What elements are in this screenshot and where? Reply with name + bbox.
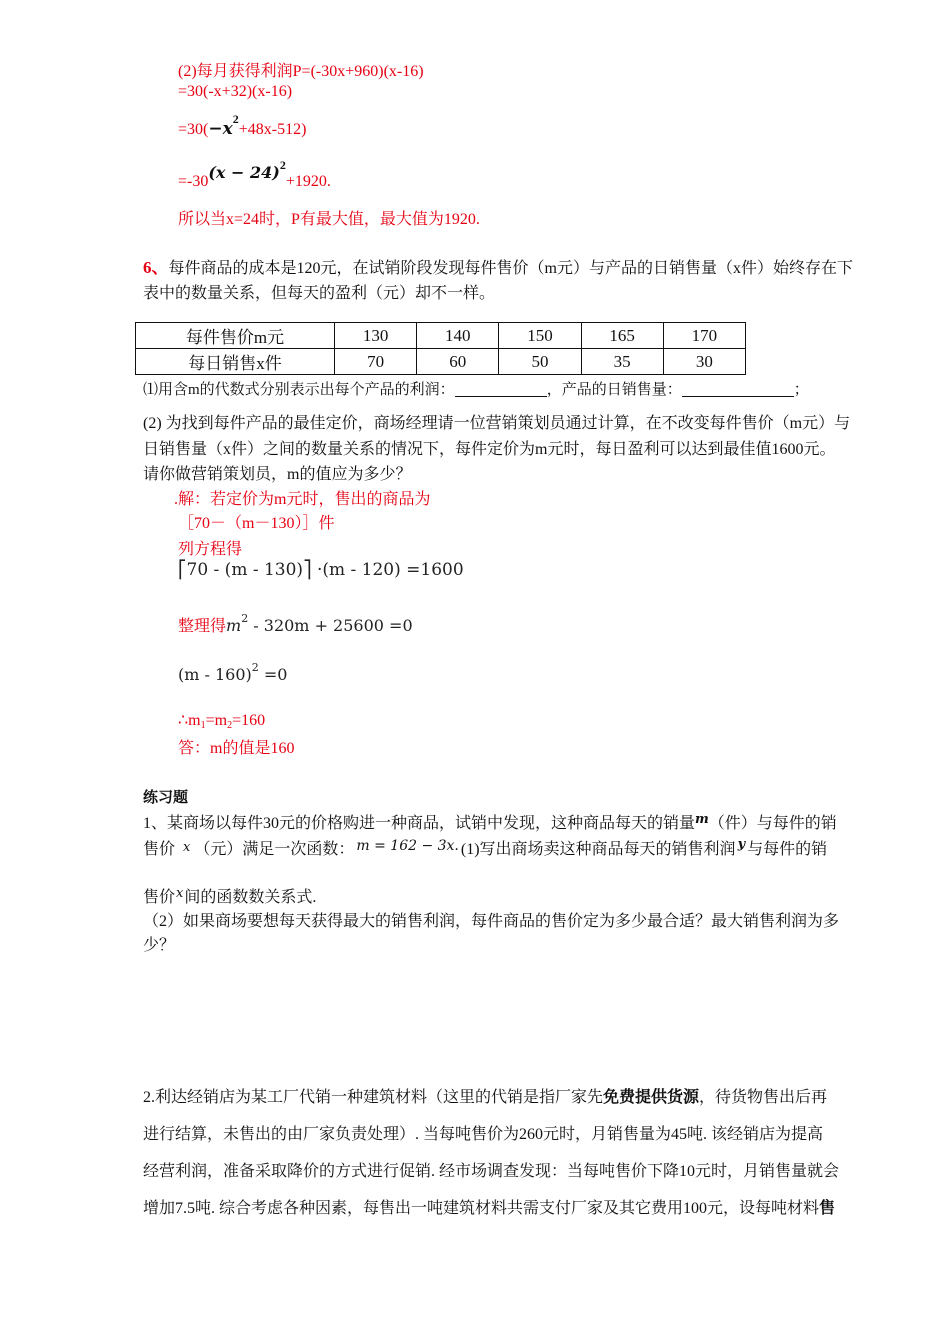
equation-2 [178,612,413,636]
exercise2-line4 [143,1195,835,1218]
var-x2: x [176,886,184,901]
ex2-line1-a: 2.利达经销店为某工厂代销一种建筑材料（这里的代销是指厂家先 [143,1089,604,1106]
table-cell: 130 [335,323,417,349]
table-row [136,323,746,349]
line3-exp: 2 [232,112,239,126]
exercise1-line1 [143,810,837,833]
table-cell: 50 [499,349,581,375]
ex1-line1-b: （件）与每件的销 [708,815,837,832]
exercises-title: 练习题 [143,790,189,806]
ex1-line3-a: 售价 [143,889,176,906]
line3-term: −x [208,119,233,139]
table-row [136,349,746,375]
ex1-line2-a: 售价 [143,841,176,858]
solution6-line1: .解：若定价为m元时，售出的商品为 [174,491,431,508]
ex1-line3-b: 间的函数数关系式. [184,889,317,906]
eq2-rest: - 320m + 25600 =0 [248,616,413,635]
table-cell: 165 [581,323,663,349]
table-header-cell: 每件售价m元 [136,323,335,349]
q1-colon2: ： [666,382,682,398]
ex1-line2-d: 与每件的销 [747,841,828,858]
exercise2-line3: 经营利润，准备采取降价的方式进行促销. 经市场调查发现：当每吨售价下降10元时，月销售量就会 [143,1163,840,1180]
table-cell: 30 [663,349,745,375]
exercise2-line2: 进行结算，未售出的由厂家负责处理）. 当每吨售价为260元时，月销售量为45吨. 该经销店为提高 [143,1126,824,1143]
problem6-line1 [143,253,853,278]
ex2-line4-a: 增加7.5吨. 综合考虑各种因素，每售出一吨建筑材料共需支付厂家及其它费用100元，设每吨材料 [143,1200,820,1217]
exercise1-line3 [143,884,316,907]
problem6-number: 6、 [143,258,169,277]
solution6-line2: ［70－（m－130）］件 [178,515,335,532]
line4-exp: 2 [279,158,286,172]
roots-prefix: ∴m [178,712,201,729]
var-m: m [695,812,709,827]
roots-suffix: =160 [232,712,266,729]
profit-blank [455,380,547,397]
solution5-line3 [178,112,306,139]
q1-colon1: ： [439,382,455,398]
exercise1-line2 [143,836,827,859]
solution6-roots [178,710,265,731]
solution5-line1: (2)每月获得利润P=(-30x+960)(x-16) [178,63,424,80]
price-sales-table [135,322,746,375]
ex2-line4-bold: 售 [819,1200,836,1217]
solution6-answer: 答：m的值是160 [178,740,295,757]
table-header-cell: 每日销售x件 [136,349,335,375]
table-cell: 35 [581,349,663,375]
line3-suffix: +48x-512) [238,121,307,138]
table-cell: 70 [335,349,417,375]
var-x: x [183,840,191,855]
exercise1-q2-line2: 少？ [143,937,176,954]
ex2-line1-b: ，待货物售出后再 [699,1089,828,1106]
solution6-line3: 列方程得 [178,541,243,558]
line4-prefix: =-30 [178,173,209,190]
line4-suffix: +1920. [285,173,331,190]
problem6-q2-line3: 请你做营销策划员，m的值应为多少？ [143,466,412,483]
table-cell: 150 [499,323,581,349]
eq2-exp: 2 [241,612,249,625]
q1-prefix: ⑴用含m的代数式分别表示出每个产品的利润 [143,382,440,398]
eq3-exp: 2 [251,661,259,674]
solution5-line2: =30(-x+32)(x-16) [178,83,293,100]
eq3-rest: =0 [258,665,288,684]
table-cell: 140 [417,323,499,349]
table-cell: 170 [663,323,745,349]
linear-formula: m = 162 − 3x. [356,838,459,854]
equation-3 [178,661,287,684]
var-y: y [737,837,746,852]
solution5-conclusion: 所以当x=24时，P有最大值，最大值为1920. [178,211,480,228]
q1-middle: ，产品的日销售量 [546,382,667,398]
eq2-m: m [226,616,242,635]
roots-sub2: 2 [227,720,233,731]
ex1-line1-a: 1、某商场以每件30元的价格购进一种商品，试销中发现，这种商品每天的销量 [143,815,696,832]
table-cell: 60 [417,349,499,375]
ex1-line2-c: (1)写出商场卖这种商品每天的销售利润 [460,841,736,858]
equation-1: ⎡70 - (m - 130)⎤ ·(m - 120) =1600 [178,560,464,580]
problem6-q2-line2: 日销售量（x件）之间的数量关系的情况下，每件定价为m元时，每日盈利可以达到最佳值1600元。 [143,441,836,458]
q1-end: ； [793,382,809,398]
roots-sub1: 1 [200,720,206,731]
problem6-text-1: 每件商品的成本是120元，在试销阶段发现每件售价（m元）与产品的日销售量（x件）始终存在下 [168,260,853,277]
sales-blank [682,380,794,397]
exercise2-line1 [143,1084,827,1107]
ex1-line2-b: （元）满足一次函数： [194,841,355,858]
eq3-base: (m - 160) [178,665,252,684]
problem6-line2: 表中的数量关系，但每天的盈利（元）却不一样。 [143,285,496,302]
line4-term: (x − 24) [208,163,280,182]
problem6-q1 [143,378,809,399]
eq2-label: 整理得 [178,618,227,635]
ex2-line1-bold: 免费提供货源 [603,1089,700,1106]
exercise1-q2-line1: （2）如果商场要想每天获得最大的销售利润，每件商品的售价定为多少最合适？最大销售利润为多 [143,913,840,930]
line3-prefix: =30( [178,121,209,138]
problem6-q2-line1: (2) 为找到每件产品的最佳定价，商场经理请一位营销策划员通过计算，在不改变每件售价（m元）与 [143,415,851,432]
solution5-line4 [178,158,331,191]
roots-mid: =m [205,712,228,729]
